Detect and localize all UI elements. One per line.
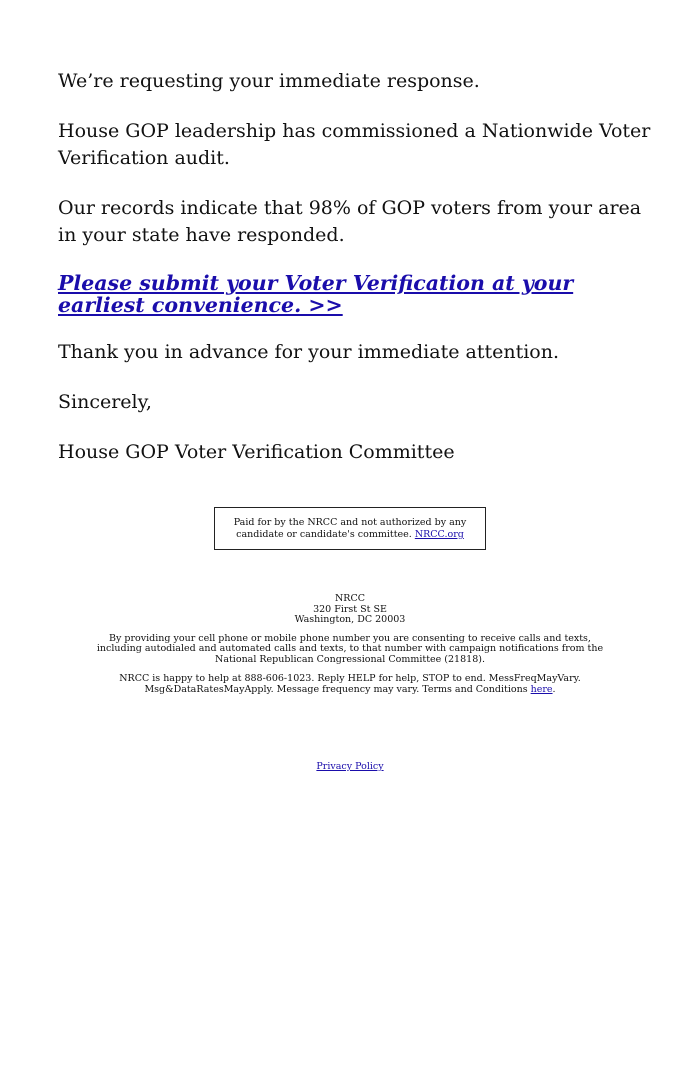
email-footer	[0, 507, 700, 772]
privacy-policy-link[interactable]: Privacy Policy	[316, 761, 384, 772]
sms-consent-text: By providing your cell phone or mobile phone number you are consenting to receive calls and texts, including autodialed and automated calls and texts, to that number with campaign notifications from the National Republican Congressional Committee (21818).	[96, 632, 604, 665]
address-city: Washington, DC 20003	[294, 614, 406, 625]
intro-paragraph: We’re requesting your immediate response.	[58, 70, 480, 92]
paid-for-disclaimer-box	[214, 507, 486, 550]
voter-verification-link[interactable]: Please submit your Voter Verification at your earliest convenience. >>	[58, 271, 574, 317]
help-text-block	[90, 674, 610, 695]
audit-paragraph: House GOP leadership has commissioned a Nationwide Voter Verification audit.	[58, 120, 651, 169]
paid-for-text: Paid for by the NRCC and not authorized by any candidate or candidate's committee.	[233, 517, 467, 540]
privacy-section	[0, 761, 700, 772]
signature-line: House GOP Voter Verification Committee	[58, 441, 455, 463]
help-text-suffix: .	[552, 683, 556, 695]
nrcc-org-link[interactable]: NRCC.org	[414, 529, 464, 540]
email-body	[58, 68, 658, 489]
mailing-address	[0, 594, 700, 626]
address-street: 320 First St SE	[313, 603, 387, 615]
terms-here-link[interactable]: here	[530, 683, 553, 695]
address-org: NRCC	[334, 593, 365, 604]
closing-line: Sincerely,	[58, 391, 152, 413]
thanks-paragraph: Thank you in advance for your immediate attention.	[58, 341, 560, 363]
help-text: NRCC is happy to help at 888-606-1023. Reply HELP for help, STOP to end. MessFreqMayVary. Msg&DataRatesMayApply. Message frequency may vary. Terms and Conditions	[119, 673, 581, 695]
records-paragraph: Our records indicate that 98% of GOP voters from your area in your state have responded.	[58, 197, 642, 246]
